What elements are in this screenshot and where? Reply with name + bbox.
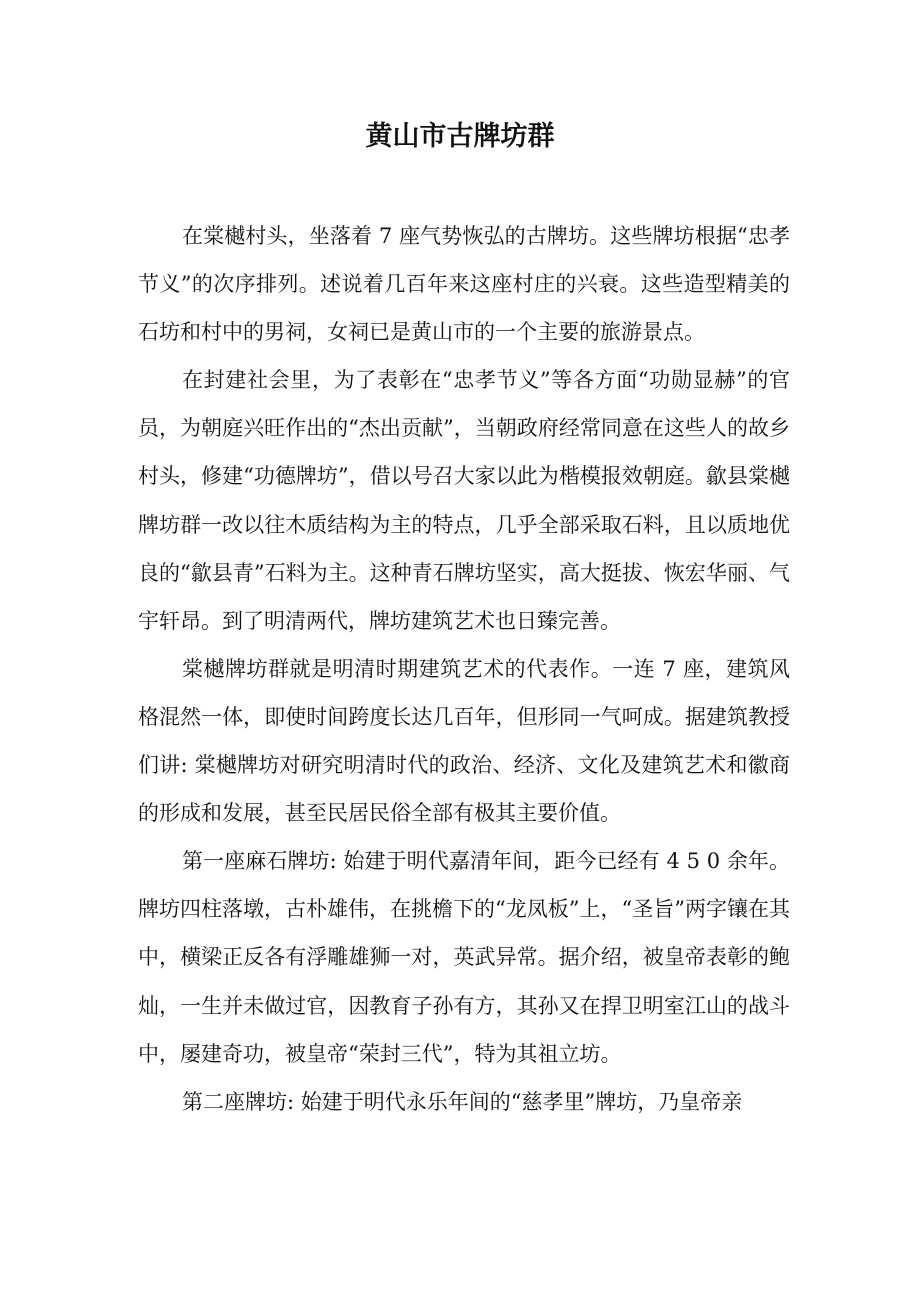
document-body [138,212,790,1126]
paragraph-4: 第一座麻石牌坊: 始建于明代嘉清年间，距今已经有 4 5 0 余年。牌坊四柱落墩，古朴雄伟，在挑檐下的“龙凤板”上，“圣旨”两字镶在其中，横梁正反各有浮雕雄狮一对，英武异常。据介绍，被皇帝表彰的鲍灿，一生并未做过官，因教育子孙有方，其孙又在捍卫明室江山的战斗中，屡建奇功，被皇帝“荣封三代”，特为其祖立坊。 [138,849,790,1066]
document-title: 黄山市古牌坊群 [365,121,555,152]
paragraph-1: 在棠樾村头，坐落着 7 座气势恢弘的古牌坊。这些牌坊根据“忠孝节义”的次序排列。述说着几百年来这座村庄的兴衰。这些造型精美的石坊和村中的男祠，女祠已是黄山市的一个主要的旅游景点。 [138,224,790,345]
paragraph-5: 第二座牌坊: 始建于明代永乐年间的“慈孝里”牌坊，乃皇帝亲 [182,1089,743,1114]
paragraph-3: 棠樾牌坊群就是明清时期建筑艺术的代表作。一连 7 座，建筑风格混然一体，即使时间跨度长达几百年，但形同一气呵成。据建筑教授们讲: 棠樾牌坊对研究明清时代的政治、经济、文化及建筑艺术和徽商的形成和发展，甚至民居民俗全部有极其主要价值。 [138,656,790,826]
paragraph-2: 在封建社会里，为了表彰在“忠孝节义”等各方面“功勋显赫”的官员，为朝庭兴旺作出的“杰出贡献”，当朝政府经常同意在这些人的故乡村头，修建“功德牌坊”，借以号召大家以此为楷模报效朝庭。歙县棠樾牌坊群一改以往木质结构为主的特点，几乎全部采取石料，且以质地优良的“歙县青”石料为主。这种青石牌坊坚实，高大挺拔、恢宏华丽、气宇轩昂。到了明清两代，牌坊建筑艺术也日臻完善。 [138,368,790,633]
